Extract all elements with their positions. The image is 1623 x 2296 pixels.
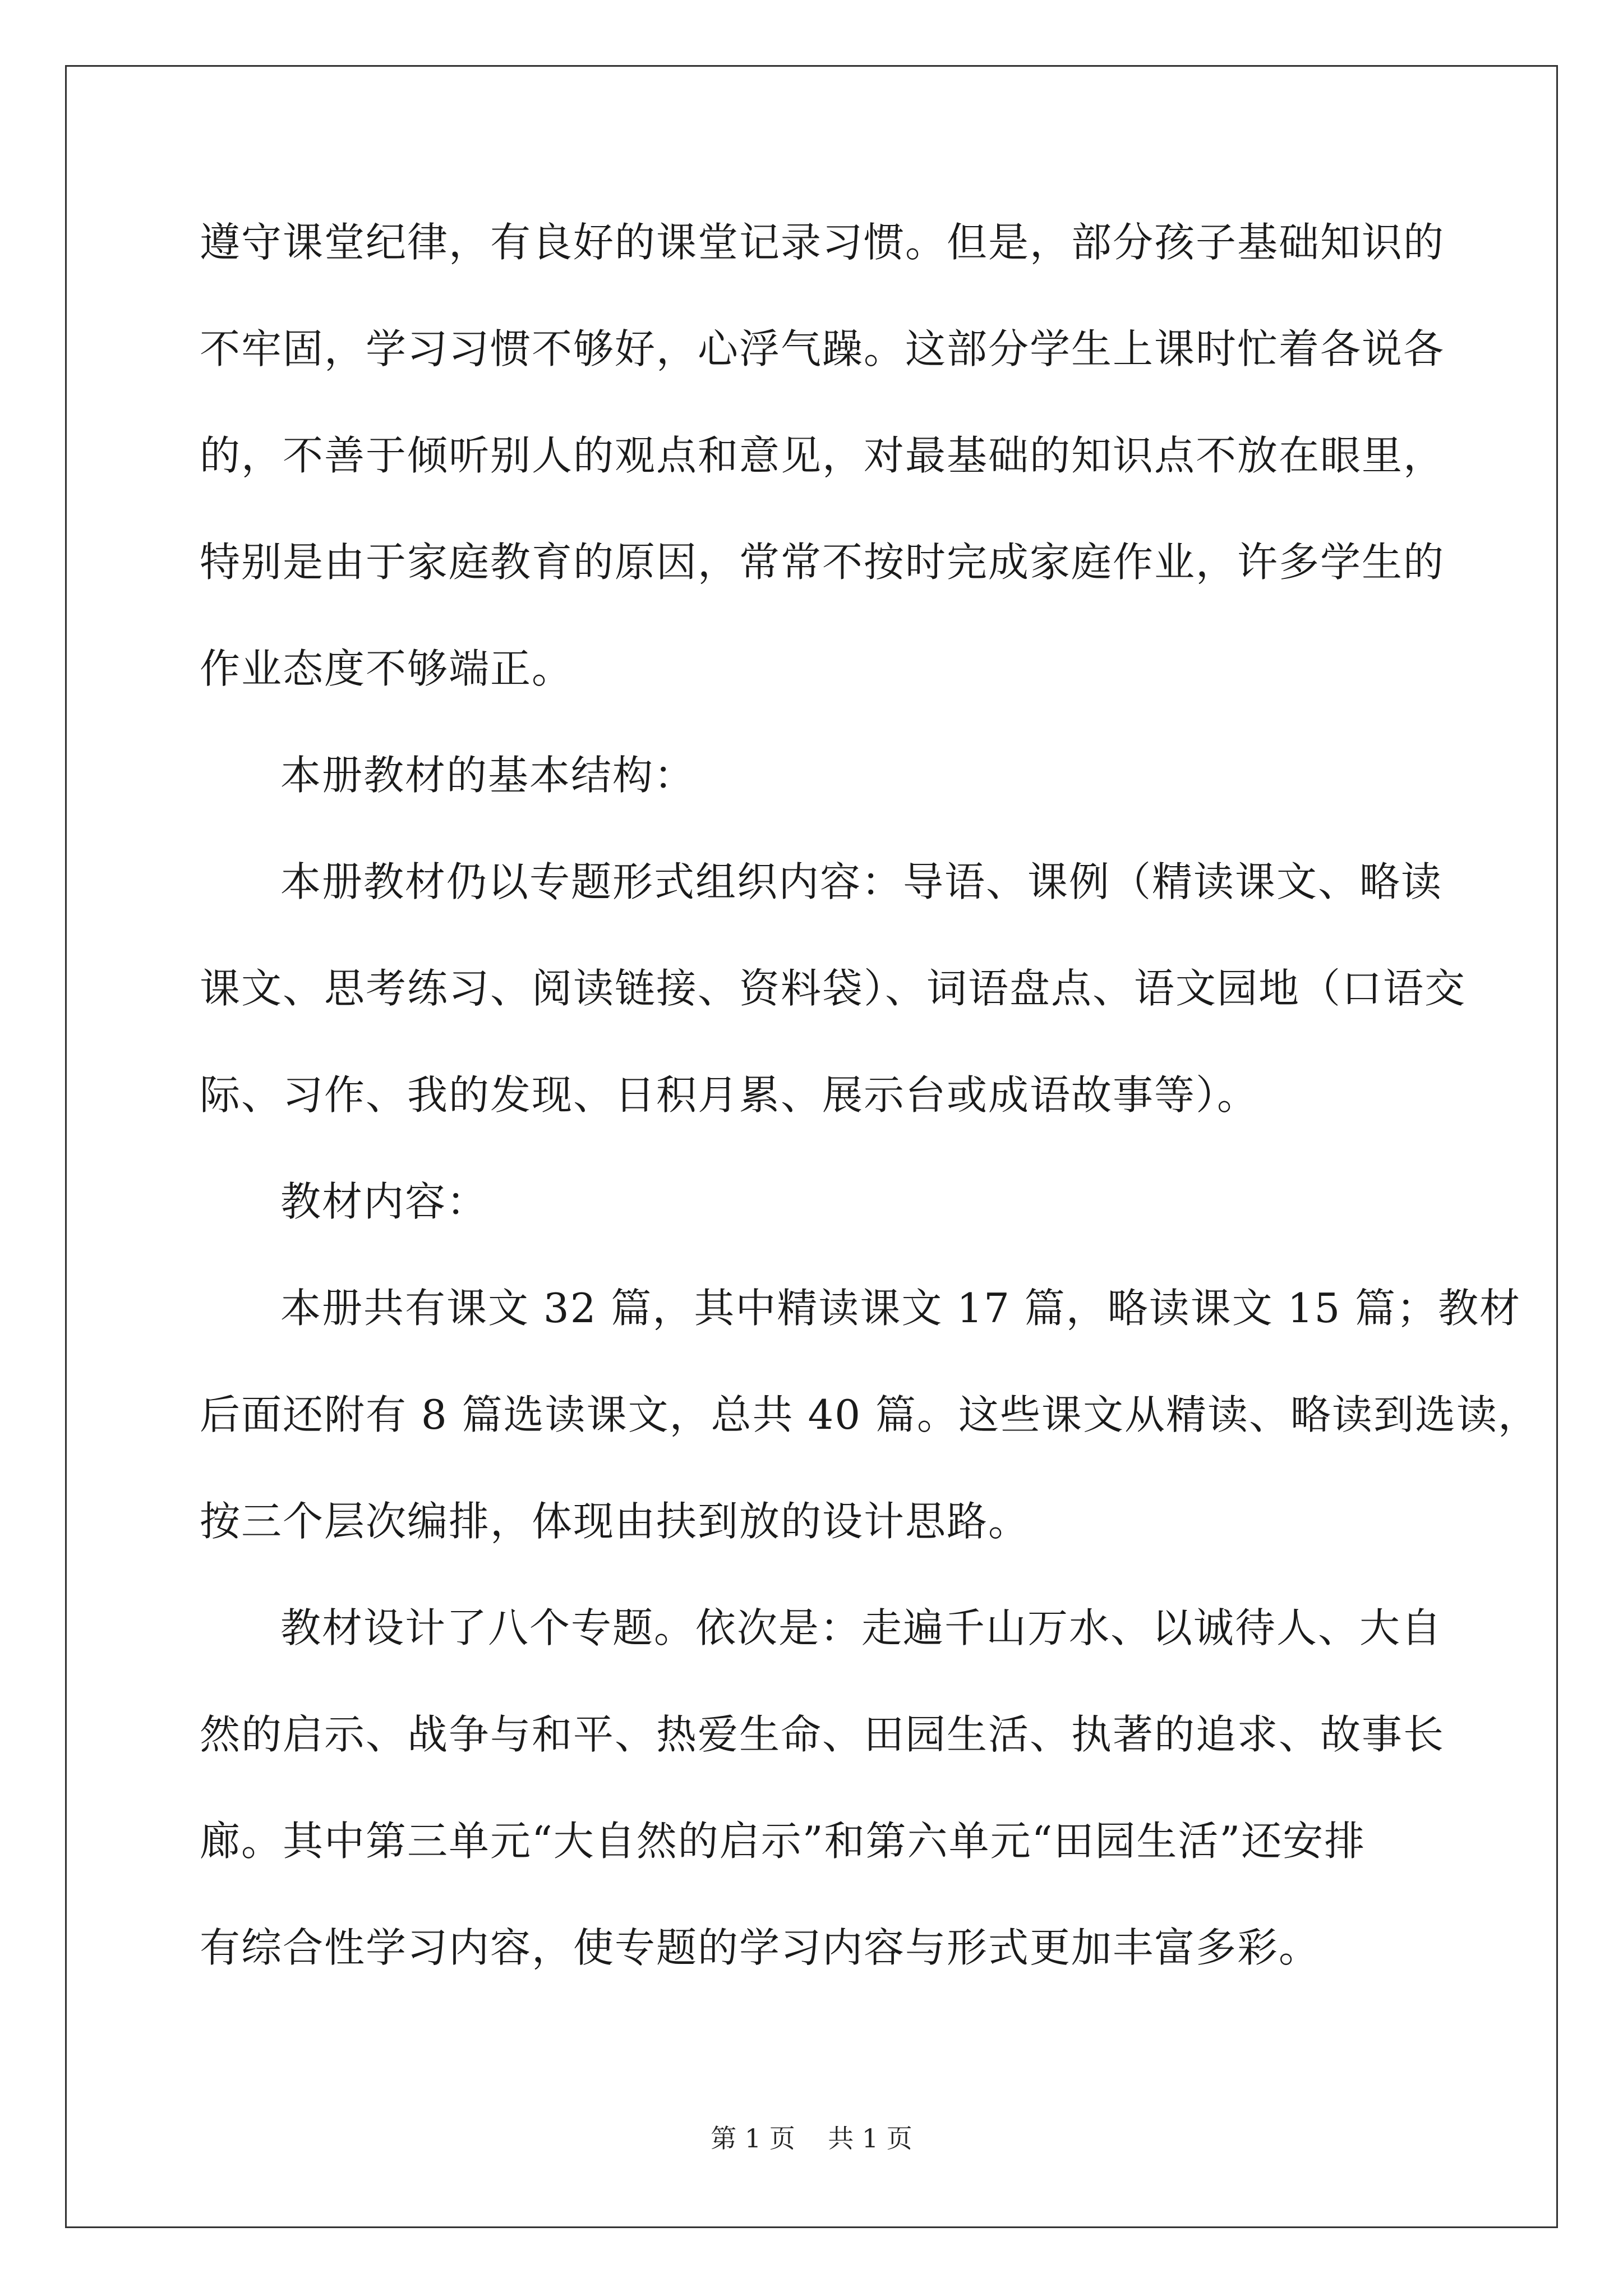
section-heading: 本册教材的基本结构： [280, 752, 696, 799]
text-line: 按三个层次编排，体现由扶到放的设计思路。 [200, 1498, 1030, 1545]
paragraph-classroom-habits [200, 209, 1445, 742]
text-line: 作业态度不够端正。 [200, 645, 574, 692]
text-line: 教材设计了八个专题。依次是：走遍千山万水、以诚待人、大自 [280, 1604, 1443, 1651]
paragraph-content-detail [200, 1274, 1539, 1594]
text-line: 本册共有课文 32 篇，其中精读课文 17 篇，略读课文 15 篇；教材 [280, 1285, 1521, 1332]
text-line: 有综合性学习内容，使专题的学习内容与形式更加丰富多彩。 [200, 1924, 1321, 1971]
text-line: 廊。其中第三单元“大自然的启示”和第六单元“田园生活”还安排 [200, 1818, 1366, 1865]
paragraph-topics [200, 1594, 1445, 2021]
text-line: 特别是由于家庭教育的原因，常常不按时完成家庭作业，许多学生的 [200, 539, 1445, 586]
text-line: 的，不善于倾听别人的观点和意见，对最基础的知识点不放在眼里， [200, 432, 1445, 479]
text-line: 遵守课堂纪律，有良好的课堂记录习惯。但是，部分孩子基础知识的 [200, 219, 1445, 266]
paragraph-structure-heading [200, 742, 1428, 848]
text-line: 后面还附有 8 篇选读课文，总共 40 篇。这些课文从精读、略读到选读， [200, 1391, 1539, 1438]
text-line: 课文、思考练习、阅读链接、资料袋）、词语盘点、语文园地（口语交 [200, 965, 1467, 1012]
text-line: 然的启示、战争与和平、热爱生命、田园生活、执著的追求、故事长 [200, 1711, 1445, 1758]
text-line: 本册教材仍以专题形式组织内容：导语、课例（精读课文、略读 [280, 858, 1443, 905]
document-body [200, 209, 1539, 2021]
paragraph-content-heading [200, 1168, 1428, 1274]
page-footer: 第 1 页 共 1 页 [711, 2123, 912, 2154]
paragraph-structure-detail [200, 848, 1467, 1168]
text-line: 不牢固，学习习惯不够好，心浮气躁。这部分学生上课时忙着各说各 [200, 325, 1445, 372]
text-line: 际、习作、我的发现、日积月累、展示台或成语故事等）。 [200, 1071, 1259, 1119]
section-heading: 教材内容： [280, 1178, 488, 1225]
